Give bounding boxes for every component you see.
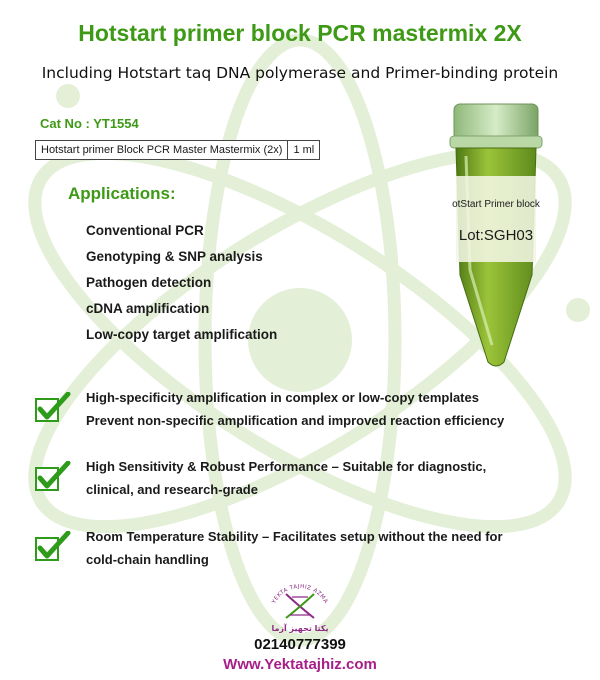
phone-number: 02140777399 (254, 636, 346, 653)
electron-dot (566, 298, 590, 322)
list-item: Low-copy target amplification (86, 327, 278, 342)
feature-line: Prevent non-specific amplification and improved reaction efficiency (86, 413, 505, 428)
product-table (35, 140, 320, 160)
feature-stability (86, 525, 503, 571)
website-link[interactable]: Www.Yektatajhiz.com (223, 656, 377, 673)
page-subtitle: Including Hotstart taq DNA polymerase and Primer-binding protein (41, 64, 559, 82)
company-logo (264, 580, 336, 636)
logo-arc-text: YEKTA TAJHIZ AZMA (271, 583, 329, 605)
product-volume-cell: 1 ml (288, 141, 320, 160)
list-item: Conventional PCR (86, 223, 204, 238)
check-icon (35, 531, 71, 561)
catalog-number: Cat No : YT1554 (40, 116, 139, 131)
product-name-cell: Hotstart primer Block PCR Master Mastermix (2x) (36, 141, 288, 160)
dna-helix-icon (286, 594, 314, 618)
list-item: cDNA amplification (86, 301, 210, 316)
tube-label-line1: otStart Primer block (452, 199, 540, 210)
feature-line: High-specificity amplification in complex or low-copy templates (86, 390, 479, 405)
logo-persian-text: یکتا تجهیز آزما (271, 624, 329, 633)
list-item: Pathogen detection (86, 275, 212, 290)
feature-line: High Sensitivity & Robust Performance – Suitable for diagnostic, (86, 459, 487, 474)
applications-list (86, 218, 277, 348)
feature-sensitivity (86, 455, 486, 501)
feature-line: cold-chain handling (86, 552, 209, 567)
page-title: Hotstart primer block PCR mastermix 2X (78, 20, 522, 46)
feature-line: Room Temperature Stability – Facilitates setup without the need for (86, 529, 503, 544)
list-item: Genotyping & SNP analysis (86, 249, 263, 264)
tube-label-sticker (456, 176, 536, 262)
table-row (36, 141, 320, 160)
feature-line: clinical, and research-grade (86, 482, 258, 497)
pcr-tube-image (440, 100, 552, 370)
check-icon (35, 461, 71, 491)
tube-cap-ring (450, 136, 542, 148)
tube-cap (454, 104, 538, 140)
tube-label-line2: Lot:SGH03 (458, 227, 534, 244)
electron-dot (56, 84, 80, 108)
feature-specificity (86, 386, 504, 432)
applications-heading: Applications: (68, 184, 176, 203)
check-icon (35, 392, 71, 422)
